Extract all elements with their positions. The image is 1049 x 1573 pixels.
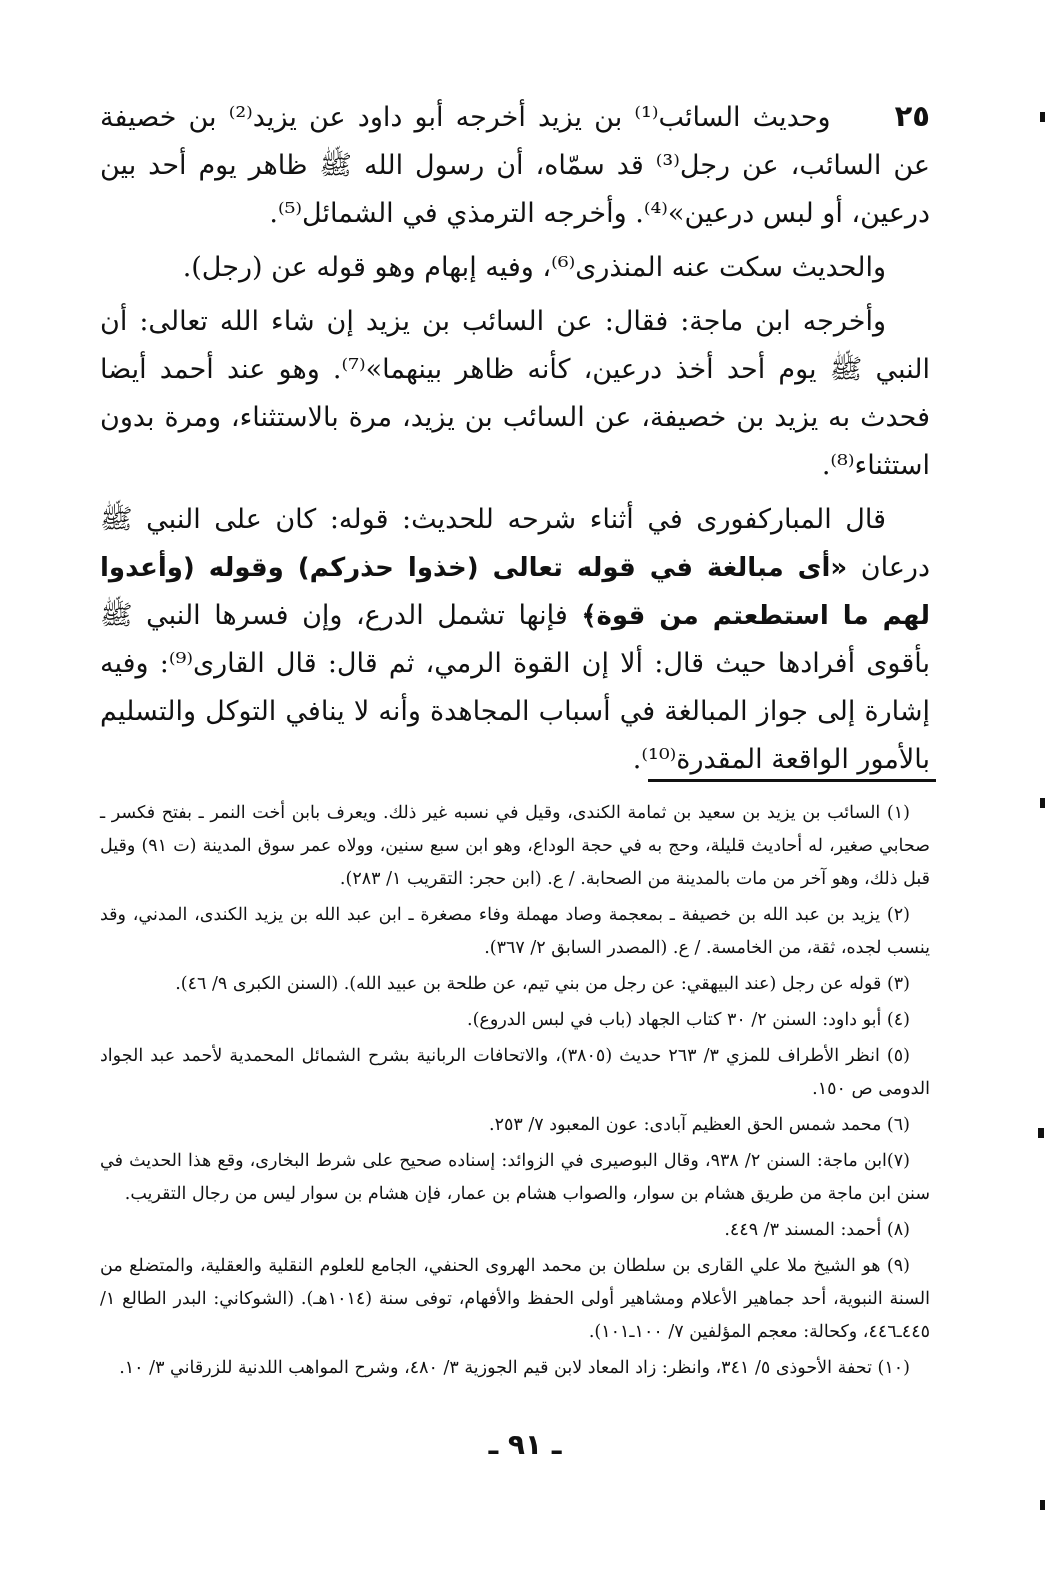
footnote-2: (٢) يزيد بن عبد الله بن خصيفة ـ بمعجمة وصاد مهملة وفاء مصغرة ـ ابن عبد الله بن يزيد الكندى، المدني، وقد ينسب لجده، ثقة، من الخامسة. / ع. (المصدر السابق ٢/ ٣٦٧). (100, 905, 930, 958)
paragraph-4-text: قال المباركفورى في أثناء شرحه للحديث: قوله: كان على النبي ﷺ درعان (100, 504, 930, 583)
footnote-4: (٤) أبو داود: السنن ٢/ ٣٠ كتاب الجهاد (باب في لبس الدروع). (467, 1010, 910, 1030)
scan-edge-mark-2 (1040, 798, 1045, 808)
footnote-9: (٩) هو الشيخ ملا علي القارى بن سلطان بن محمد الهروى الحنفي، الجامع للعلوم النقلية والعقلية، والمتضلع من السنة النبوية، أحد جماهير الأعلام ومشاهير أولى الحفظ والأفهام، توفى سنة (١٠١٤هـ). (الشوكاني: البدر الطالع ١/ ٤٤٥ـ٤٤٦، وكحالة: معجم المؤلفين ٧/ ١٠٠ـ١٠١). (100, 1256, 930, 1342)
scan-edge-mark-3 (1038, 1128, 1044, 1138)
footnotes (100, 797, 930, 1388)
scan-edge-mark-1 (1040, 112, 1045, 122)
paragraph-4 (100, 496, 930, 784)
paragraph-3: وأخرجه ابن ماجة: فقال: عن السائب بن يزيد إن شاء الله تعالى: أن النبي ﷺ يوم أحد أخذ درعين، كأنه ظاهر بينهما»⁽⁷⁾. وهو عند أحمد أيضا فحدث به يزيد بن خصيفة، عن السائب بن يزيد، مرة بالاستثناء، ومرة بدون استثناء⁽⁸⁾. (100, 306, 930, 481)
item-number: ٢٥ (894, 99, 930, 133)
footnote-6: (٦) محمد شمس الحق العظيم آبادى: عون المعبود ٧/ ٢٥٣. (489, 1115, 910, 1135)
footnote-3: (٣) قوله عن رجل (عند البيهقي: عن رجل من بني تيم، عن طلحة بن عبيد الله). (السنن الكبرى ٩/ ٤٦). (175, 974, 910, 994)
paragraph-1-text: وحديث السائب⁽¹⁾ بن يزيد أخرجه أبو داود عن يزيد⁽²⁾ بن خصيفة عن السائب، عن رجل⁽³⁾ قد سمّاه، أن رسول الله ﷺ ظاهر يوم أحد بين درعين، أو لبس درعين»⁽⁴⁾. وأخرجه الترمذي في الشمائل⁽⁵⁾. (100, 102, 931, 229)
main-text (100, 92, 930, 790)
page-number: ـ ٩١ ـ (488, 1428, 562, 1461)
scan-edge-mark-4 (1040, 1500, 1045, 1510)
footnote-8: (٨) أحمد: المسند ٣/ ٤٤٩. (724, 1220, 910, 1240)
footnote-divider (648, 779, 936, 782)
paragraph-1 (100, 92, 930, 238)
paragraph-4-continued: فإنها تشمل الدرع، وإن فسرها النبي ﷺ بأقوى أفرادها حيث قال: ألا إن القوة الرمي، ثم قال: قال القارى⁽⁹⁾: وفيه إشارة إلى جواز المبالغة في أسباب المجاهدة وأنه لا ينافي التوكل والتسليم بالأمور الواقعة المقدرة⁽¹⁰⁾. (100, 600, 930, 775)
footnote-5: (٥) انظر الأطراف للمزي ٣/ ٢٦٣ حديث (٣٨٠٥)، والاتحافات الربانية بشرح الشمائل المحمدية لأحمد عبد الجواد الدومى ص ١٥٠. (100, 1046, 930, 1099)
quranic-quote: «أى مبالغة في قوله تعالى (خذوا حذركم) وقوله (وأعدوا لهم ما استطعتم من قوة﴾ (100, 553, 930, 631)
footnote-1: (١) السائب بن يزيد بن سعيد بن ثمامة الكندى، وقيل في نسبه غير ذلك. ويعرف بابن أخت النمر ـ بفتح فكسر ـ صحابي صغير، له أحاديث قليلة، وحج به في حجة الوداع، وهو ابن سبع سنين، وولاه عمر سوق المدينة (ت ٩١) وقيل قبل ذلك، وهو آخر من مات بالمدينة من الصحابة. / ع. (ابن حجر: التقريب ١/ ٢٨٣). (100, 803, 930, 889)
footnote-7: (٧)ابن ماجة: السنن ٢/ ٩٣٨، وقال البوصيرى في الزوائد: إسناده صحيح على شرط البخارى، وقع هذا الحديث في سنن ابن ماجة من طريق هشام بن سوار، والصواب هشام بن عمار، فإن هشام بن سوار ليس من رجال التقريب. (100, 1151, 930, 1204)
paragraph-2: والحديث سكت عنه المنذرى⁽⁶⁾، وفيه إبهام وهو قوله عن (رجل). (182, 252, 886, 283)
footnote-10: (١٠) تحفة الأحوذى ٥/ ٣٤١، وانظر: زاد المعاد لابن قيم الجوزية ٣/ ٤٨٠، وشرح المواهب اللدنية للزرقاني ٣/ ١٠. (119, 1358, 910, 1378)
